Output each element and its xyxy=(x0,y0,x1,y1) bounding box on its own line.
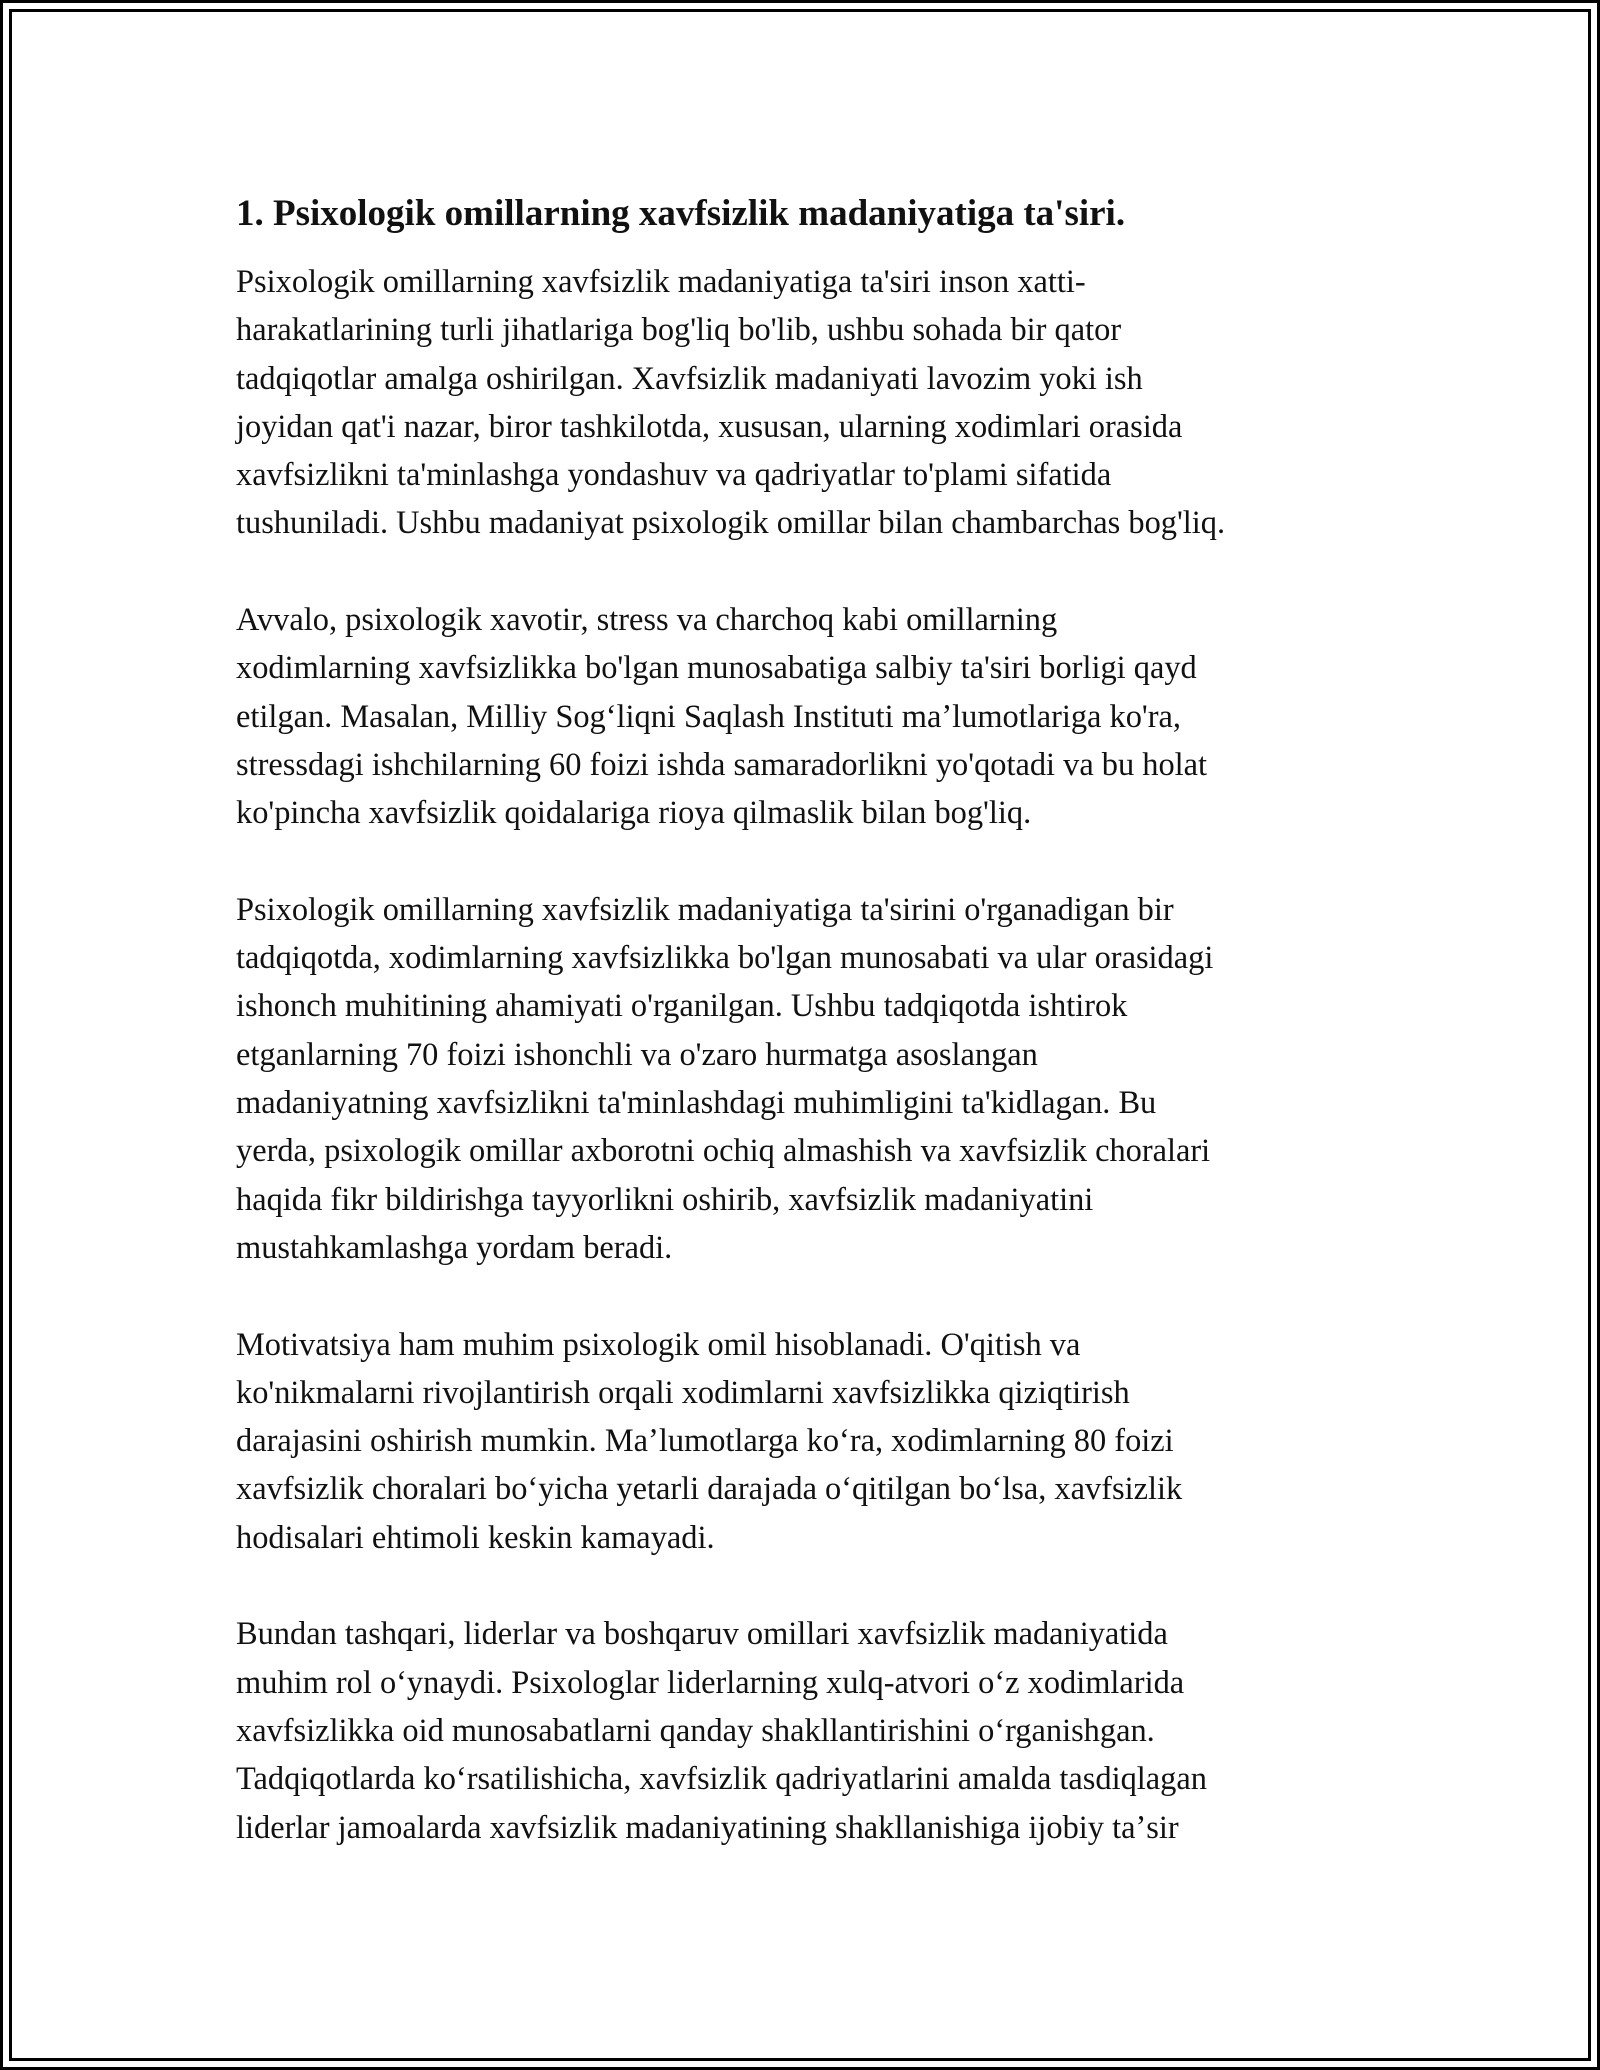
paragraph-line: haqida fikr bildirishga tayyorlikni oshirib, xavfsizlik madaniyatini xyxy=(236,1181,1094,1218)
paragraph-line: ishonch muhitining ahamiyati o'rganilgan. Ushbu tadqiqotda ishtirok xyxy=(236,988,1128,1025)
paragraph-line: yerda, psixologik omillar axborotni ochiq almashish va xavfsizlik choralari xyxy=(236,1133,1211,1170)
paragraph-line: madaniyatning xavfsizlikni ta'minlashdagi muhimligini ta'kidlagan. Bu xyxy=(236,1085,1157,1122)
document-body xyxy=(236,190,1366,1900)
paragraph-line: xavfsizlik choralari boʻyicha yetarli darajada oʻqitilgan boʻlsa, xavfsizlik xyxy=(236,1471,1183,1508)
paragraph-line: stressdagi ishchilarning 60 foizi ishda samaradorlikni yo'qotadi va bu holat xyxy=(236,746,1208,783)
paragraph-line: mustahkamlashga yordam beradi. xyxy=(236,1229,673,1266)
paragraph-5 xyxy=(236,1610,1366,1851)
paragraph-line: muhim rol oʻynaydi. Psixologlar liderlarning xulq-atvori oʻz xodimlarida xyxy=(236,1664,1185,1701)
paragraph-line: joyidan qat'i nazar, biror tashkilotda, xususan, ularning xodimlari orasida xyxy=(236,408,1183,445)
paragraph-line: etganlarning 70 foizi ishonchli va o'zaro hurmatga asoslangan xyxy=(236,1036,1038,1073)
paragraph-line: harakatlarining turli jihatlariga bog'liq bo'lib, ushbu sohada bir qator xyxy=(236,312,1122,349)
paragraph-line: xavfsizlikka oid munosabatlarni qanday shakllantirishini oʻrganishgan. xyxy=(236,1712,1155,1749)
paragraph-line: ko'nikmalarni rivojlantirish orqali xodimlarni xavfsizlikka qiziqtirish xyxy=(236,1374,1130,1411)
paragraph-line: Avvalo, psixologik xavotir, stress va charchoq kabi omillarning xyxy=(236,602,1058,639)
paragraph-line: etilgan. Masalan, Milliy Sogʻliqni Saqlash Instituti maʼlumotlariga ko'ra, xyxy=(236,698,1182,735)
paragraph-line: Tadqiqotlarda koʻrsatilishicha, xavfsizlik qadriyatlarini amalda tasdiqlagan xyxy=(236,1761,1207,1798)
paragraph-line: tushuniladi. Ushbu madaniyat psixologik omillar bilan chambarchas bog'liq. xyxy=(236,505,1226,542)
paragraph-line: ko'pincha xavfsizlik qoidalariga rioya qilmaslik bilan bog'liq. xyxy=(236,795,1032,832)
paragraph-line: Motivatsiya ham muhim psixologik omil hisoblanadi. O'qitish va xyxy=(236,1326,1081,1363)
paragraph-line: xodimlarning xavfsizlikka bo'lgan munosabatiga salbiy ta'siri borligi qayd xyxy=(236,650,1197,687)
paragraph-line: Psixologik omillarning xavfsizlik madaniyatiga ta'siri inson xatti- xyxy=(236,264,1086,300)
paragraph-line: Bundan tashqari, liderlar va boshqaruv omillari xavfsizlik madaniyatida xyxy=(236,1616,1168,1653)
paragraph-1 xyxy=(236,258,1366,548)
paragraph-line: darajasini oshirish mumkin. Maʼlumotlarga koʻra, xodimlarning 80 foizi xyxy=(236,1423,1174,1460)
paragraph-line: tadqiqotda, xodimlarning xavfsizlikka bo'lgan munosabati va ular orasidagi xyxy=(236,940,1214,977)
paragraph-line: hodisalari ehtimoli keskin kamayadi. xyxy=(236,1519,715,1556)
paragraph-line: tadqiqotlar amalga oshirilgan. Xavfsizlik madaniyati lavozim yoki ish xyxy=(236,360,1143,397)
paragraph-2 xyxy=(236,596,1366,837)
paragraph-line: liderlar jamoalarda xavfsizlik madaniyatining shakllanishiga ijobiy taʼsir xyxy=(236,1809,1179,1846)
section-heading: 1. Psixologik omillarning xavfsizlik madaniyatiga ta'siri. xyxy=(236,193,1126,234)
paragraph-3 xyxy=(236,886,1366,1272)
paragraph-line: xavfsizlikni ta'minlashga yondashuv va qadriyatlar to'plami sifatida xyxy=(236,457,1112,494)
paragraph-line: Psixologik omillarning xavfsizlik madaniyatiga ta'sirini o'rganadigan bir xyxy=(236,891,1174,928)
paragraph-4 xyxy=(236,1321,1366,1562)
